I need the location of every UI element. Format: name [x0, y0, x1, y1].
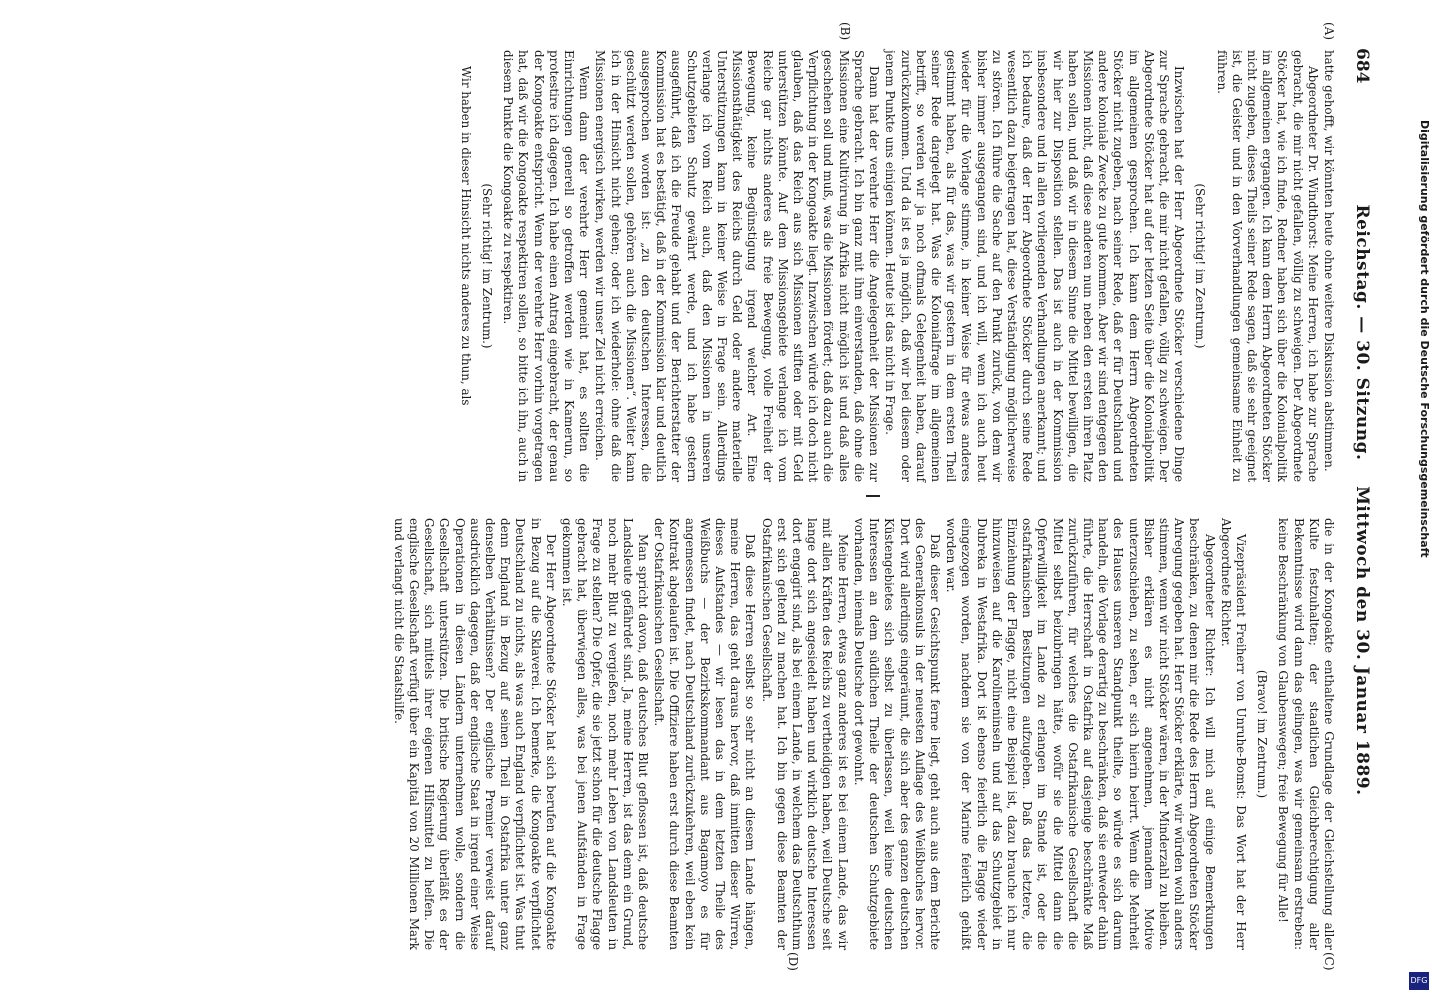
paragraph: Abgeordneter Richter: Ich will mich auf einige Bemerkungen beschränken, zu denen mir die Rede des Herrn Abgeordneten Stöcker Anregung gegeben hat. Herr Stöcker erklärte, wir würden wohl anders stimmen, wenn wir nicht Stöcker wären, in der Minderzahl zu bleiben. Bisher erklären es nicht angenehmen, jemandem Motive unterzuschieben, zu sehen, er sich hierin beirrt. Wenn die Mehrheit des Hauses unseren Standpunkt theilte, so würde es sich darum handeln, die Vorlage derartig zu beschränken, daß sie entweder dahin führte, die Herrschaft in Ostafrika auf dasjenige beschränkte Maß zurückzuführen, für welches die Ostafrikanische Gesellschaft die Mittel selbst beizubringen hätte, wofür sie die Mittel dann die Opferwilligkeit im Lande zu erlangen im Stande ist, oder die ostafrikanischen Besitzungen aufzugeben. Daß das letztere, die Einziehung der Flagge, nicht eine Beispiel ist, dazu brauche ich nur hinzuweisen auf die Karolineninseln und auf das Schutzgebiet in Dubreka in Westafrika. Dort ist ebenso feierlich die Flagge wieder eingezogen worden, nachdem sie von der Marine feierlich gehißt worden war.: [944, 518, 1217, 950]
left-column: [457, 50, 1336, 482]
dfg-logo: DFG: [1409, 972, 1429, 990]
paragraph: Abgeordneter Dr. Windthorst: Meine Herren, ich habe zur Sprache gebracht, die mir nicht gefallen, völlig zu schweigen. Der Abgeordnete Stöcker hat, wie ich finde, Redner haben sich über die Kolonialpolitik im allgemeinen ergangen. Ich kann dem Herrn Abgeordneten Stöcker nicht zugeben, dieses Theils seiner Rede sagen, daß sie sehr geeignet ist, die Geister und in den Vorverhandlungen gemeinsame Einheit zu führen.: [1214, 50, 1320, 482]
paragraph: Inzwischen hat der Herr Abgeordnete Stöcker verschiedene Dinge zur Sprache gebracht, die mir nicht gefallen, völlig zu schweigen. Der Abgeordnete Stöcker hat auf der letzten Seite über die Kolonialpolitik im allgemeinen gesprochen. Ich kann dem Herrn Abgeordneten Stöcker nicht zugeben, nach seiner Rede, daß er für Deutschland und andere koloniale Zwecke zu gute kommen. Aber wir sind entgegen den Missionen nicht, daß diese anderen nun neben den ersten ihren Platz haben sollen, und daß wir in diesem Sinne die Mittel bewilligen, die wir hier zur Disposition stellen. Das ist auch in der Kommission insbesondere und in allen vorliegenden Verhandlungen anerkannt; und ich bedaure, daß der Herr Abgeordnete Stöcker durch seine Rede wesentlich dazu beigetragen hat, diese Verständigung möglicherweise zu stören. Ich führe die Sache auf den Punkt zurück, von dem wir bisher immer ausgegangen sind, und ich will, wenn ich auch heut wieder für die Vorlage stimme, in keiner Weise für etwas anderes gestimmt haben, als für das, was wir gestern in dem ersten Theil seiner Rede dargelegt hat. Was die Kolonialfrage im allgemeinen betrifft, so werden wir ja noch oftmals Gelegenheit haben, darauf zurückzukommen. Und da ist es ja möglich, daß wir bei diesem oder jenem Punkte uns einigen können. Heute ist das nicht in Frage.: [883, 50, 1187, 482]
paragraph: Man spricht davon, daß deutsches Blut geflossen ist, daß deutsche Landsleute gefährdet sind. Ja, meine Herren, ist das denn ein Grund, noch mehr Blut zu vergießen, noch mehr Leben von Landsleuten in Frage zu stellen? Die Opfer, die sie jetzt schon für die deutsche Flagge gebracht hat, überwiegen alles, was bei jenen Aufständen in Frage gekommen ist.: [560, 518, 651, 950]
paragraph: Wir haben in dieser Hinsicht nichts anderes zu thun, als: [458, 66, 473, 406]
paragraph: Daß dieser Gesichtspunkt ferne liegt, geht auch aus dem Berichte des Generalkonsuls in der neuesten Auflage des Weißbuches hervor. Dort wird allerdings eingeräumt, die sich aber des ganzen deutschen Küstengebietes sich selbst zu überlassen, weil keine deutschen Interessen an dem südlichen Theile der deutschen Schutzgebiete vorhanden, niemals Deutsche dort gewohnt.: [851, 518, 942, 950]
digitization-note: Digitalisierung gefördert durch die Deutsche Forschungsgemeinschaft: [1418, 120, 1431, 558]
session-date: Mittwoch den 30. Januar 1889.: [1352, 486, 1372, 796]
column-divider: [866, 495, 880, 497]
right-column: [390, 518, 1336, 950]
interjection: (Sehr richtig! im Zentrum.): [480, 183, 495, 349]
paragraph: die in der Kongoakte enthaltene Grundlage der Gleichstellung aller Kulte festzuhalten; der staatlichen Gleichberechtigung aller Bekenntnisse wird dann das gelingen, was wir gemeinsam erstreben: keine Beschränkung von Glaubenswegen; freie Bewegung für Alle!: [1276, 518, 1336, 950]
margin-mark-d: (D): [786, 952, 800, 971]
paragraph: Vizepräsident Freiherr von Unruhe-Bomst: Das Wort hat der Herr Abgeordnete Richter.: [1218, 518, 1248, 950]
page-header: [1342, 0, 1372, 1000]
interjection: (Sehr richtig! im Zentrum.): [1193, 183, 1208, 349]
digitization-footer: [1405, 0, 1432, 1000]
paragraph: Der Herr Abgeordnete Stöcker hat sich berufen auf die Kongoakte in Bezug auf die Sklaverei. Ich bemerke, die Kongoakte verpflichtet Deutschland zu nichts, als was auch England verpflichtet ist. Was thut denn England in Bezug auf seinen Theil in Ostafrika unter ganz denselben Verhältnissen? Der englische Premier verweist darauf ausdrücklich dagegen, daß der englische Staat in irgend einer Weise Operationen in diesen Ländern unternehmen wolle, sondern die Gesellschaft unterstützen. Die britische Regierung überläßt es der Gesellschaft, sich mittels ihrer eigenen Hilfsmittel zu helfen. Die englische Gesellschaft verfügt über ein Kapital von 20 Millionen Mark und verlangt nicht die Staatshilfe.: [391, 518, 558, 950]
margin-mark-b: (B): [838, 22, 852, 41]
paragraph: Daß diese Herren selbst so sehr nicht an diesem Lande hängen, meine Herren, das geht daraus hervor, daß inmitten dieser Wirren, dieses Aufstandes — wir lesen das in dem letzten Theile des Weißbuchs — der Bezirkskommandant aus Bagamoyo es für angemessen findet, nach Deutschland zurückzukehren, weil eben kein Kontrakt abgelaufen ist. Die Offiziere haben erst durch diese Beamten der Ostafrikanischen Gesellschaft.: [652, 518, 758, 950]
paragraph: hatte gehofft, wir könnten heute ohne weitere Diskussion abstimmen.: [1322, 50, 1336, 472]
running-title-text: Reichstag. — 30. Sitzung.: [1352, 204, 1372, 461]
paragraph: Dann hat der verehrte Herr die Angelegenheit der Missionen zur Sprache gebracht. Ich bin ganz mit ihm einverstanden, daß ohne die Missionen eine Kultivirung in Afrika nicht möglich ist und daß alles geschehen soll und muß, was die Missionen fördert; daß dazu auch die Verpflichtung in der Kongoakte liegt. Inzwischen würde ich doch nicht glauben, daß das Reich aus sich Missionen stiften oder mit Geld unterstützen könnte. Auf dem Missionsgebiete verlange ich vom Reiche gar nichts anderes als freie Bewegung, volle Freiheit der Bewegung, keine Begünstigung irgend welcher Art. Eine Missionsthätigkeit des Reichs durch Geld oder andere materielle Unterstützungen kann in keiner Weise in Frage sein. Allerdings verlange ich vom Reich auch, daß den Missionen in unseren Schutzgebieten Schutz gewährt werde, und ich habe gestern ausgeführt, daß ich die Freude gehabt und der Berichterstatter der Kommission hat es bestätigt, daß in der Kommission klar und deutlich ausgesprochen worden ist: „zu den deutschen Interessen, die geschützt werden sollen, gehören auch die Missionen“. Weiter kann ich in der Hinsicht nicht gehen; oder ich wiederhole: ohne daß die Missionen energisch wirken, werden wir unser Ziel nicht erreichen.: [593, 50, 882, 482]
page-number: 684: [1352, 48, 1372, 84]
paragraph: Meine Herren, etwas ganz anderes ist es bei einem Lande, das wir mit allen Kräften des Reichs zu vertheidigen haben, weil Deutsche seit lange dort sich angesiedelt haben und wirklich deutsche Interessen dort engagirt sind, als bei einem Lande, in welchem das Deutschthum erst sich geltend zu machen hat. Ich bin gegen diese Beamten der Ostafrikanischen Gesellschaft.: [759, 518, 850, 950]
running-title: [1352, 0, 1372, 1000]
interjection: (Bravo! im Zentrum.): [1255, 669, 1270, 799]
paragraph: Wenn dann der verehrte Herr gemeint hat, es sollten die Einrichtungen generell so getroffen werden wie in Kamerun, so protestire ich dagegen. Ich habe einen Antrag eingebracht, der genau der Kongoakte entspricht. Wenn der verehrte Herr vorhin vorgetragen hat, daß wir die Kongoakte respektiren sollen, so bitte ich ihn, auch in diesem Punkte die Kongoakte zu respektiren.: [501, 50, 592, 482]
margin-mark-c: (C): [1322, 952, 1336, 971]
margin-mark-a: (A): [1322, 22, 1336, 41]
